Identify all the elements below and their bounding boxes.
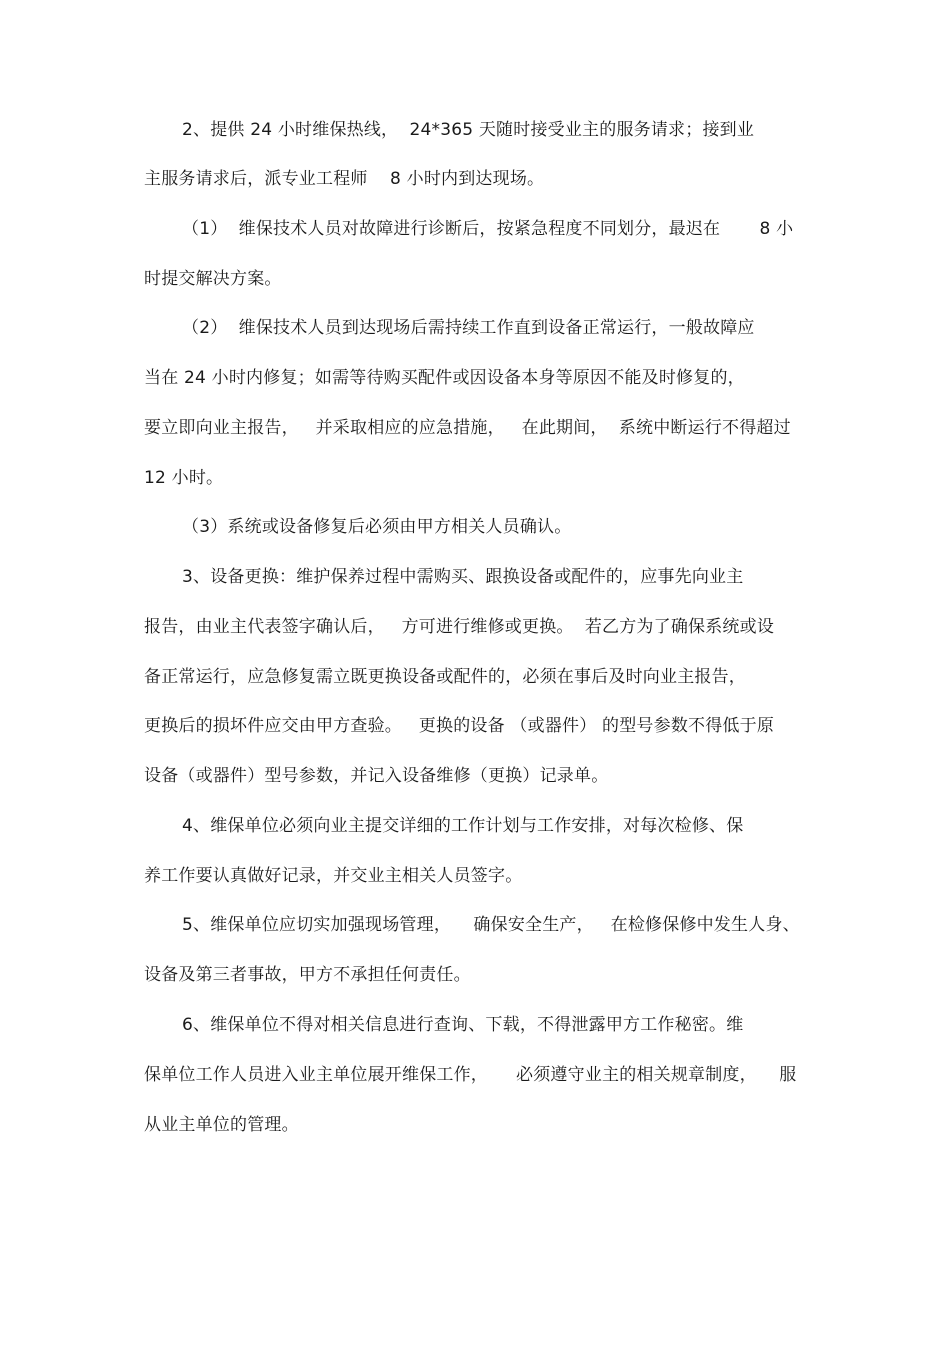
paragraph-2-line-2: 主服务请求后，派专业工程师 8 小时内到达现场。	[144, 169, 545, 189]
paragraph-6-line-1: 6、维保单位不得对相关信息进行查询、下载，不得泄露甲方工作秘密。维	[182, 1015, 744, 1035]
item-3-line-1: （3）系统或设备修复后必须由甲方相关人员确认。	[182, 517, 572, 537]
item-2-line-1: （2） 维保技术人员到达现场后需持续工作直到设备正常运行，一般故障应	[182, 318, 755, 338]
paragraph-6-line-2: 保单位工作人员进入业主单位展开维保工作， 必须遵守业主的相关规章制度， 服	[144, 1065, 797, 1085]
item-1-line-2: 时提交解决方案。	[144, 269, 282, 289]
paragraph-3-line-2: 报告，由业主代表签字确认后， 方可进行维修或更换。 若乙方为了确保系统或设	[144, 617, 775, 637]
paragraph-4-line-1: 4、维保单位必须向业主提交详细的工作计划与工作安排，对每次检修、保	[182, 816, 744, 836]
paragraph-5-line-1: 5、维保单位应切实加强现场管理， 确保安全生产， 在检修保修中发生人身、	[182, 915, 800, 935]
item-2-line-3: 要立即向业主报告， 并采取相应的应急措施， 在此期间， 系统中断运行不得超过	[144, 418, 791, 438]
paragraph-2-line-1: 2、提供 24 小时维保热线， 24*365 天随时接受业主的服务请求；接到业	[182, 120, 755, 140]
paragraph-3-line-3: 备正常运行，应急修复需立既更换设备或配件的，必须在事后及时向业主报告，	[144, 667, 746, 687]
paragraph-4-line-2: 养工作要认真做好记录，并交业主相关人员签字。	[144, 866, 523, 886]
paragraph-3-line-4: 更换后的损坏件应交由甲方查验。 更换的设备 （或器件） 的型号参数不得低于原	[144, 716, 775, 736]
paragraph-6-line-3: 从业主单位的管理。	[144, 1115, 299, 1135]
item-1-line-1: （1） 维保技术人员对故障进行诊断后，按紧急程度不同划分，最迟在 8 小	[182, 219, 794, 239]
paragraph-3-line-5: 设备（或器件）型号参数，并记入设备维修（更换）记录单。	[144, 766, 609, 786]
paragraph-3-line-1: 3、设备更换：维护保养过程中需购买、跟换设备或配件的，应事先向业主	[182, 567, 744, 587]
item-2-line-4: 12 小时。	[144, 468, 224, 488]
item-2-line-2: 当在 24 小时内修复；如需等待购买配件或因设备本身等原因不能及时修复的，	[144, 368, 745, 388]
paragraph-5-line-2: 设备及第三者事故，甲方不承担任何责任。	[144, 965, 471, 985]
